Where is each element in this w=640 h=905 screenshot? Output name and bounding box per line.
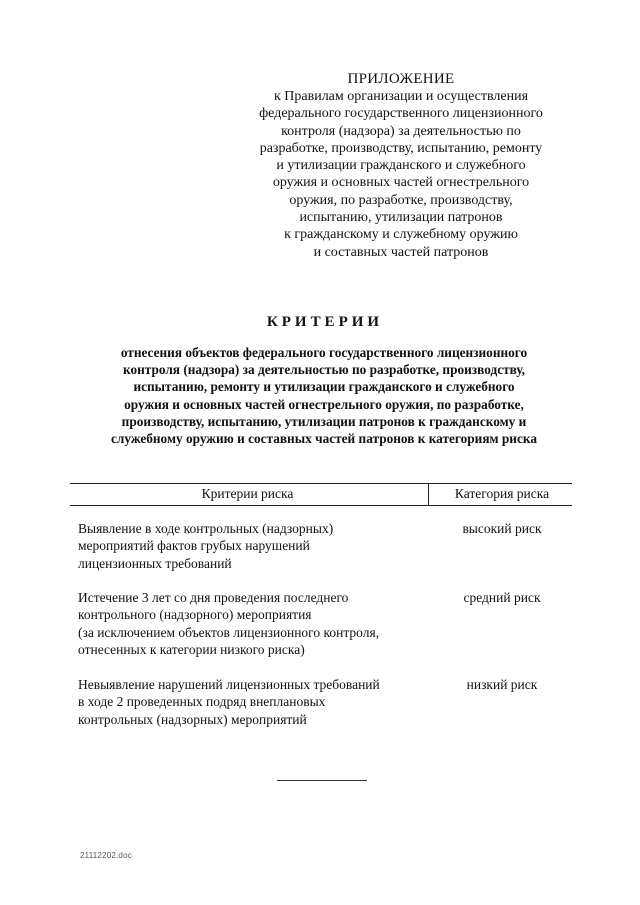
appendix-line: контроля (надзора) за деятельностью по (281, 123, 521, 139)
appendix-line: и составных частей патронов (313, 244, 489, 260)
header-divider (428, 484, 429, 505)
appendix-line: к Правилам организации и осуществления (273, 89, 529, 104)
risk-criteria-cell (78, 520, 423, 572)
appendix-line: федерального государственного лицензионного (259, 106, 543, 122)
risk-criteria-cell (78, 676, 423, 728)
subtitle-line: контроля (надзора) за деятельностью по разработке, производству, (122, 362, 525, 378)
risk-category-cell: низкий риск (466, 677, 538, 692)
file-code: 21112202.doc (80, 851, 132, 860)
subtitle-line: оружия и основных частей огнестрельного оружия, по разработке, (124, 396, 524, 412)
appendix-line: и утилизации гражданского и служебного (276, 158, 526, 174)
risk-table (70, 483, 572, 727)
end-of-document-line (277, 780, 367, 781)
criteria-title: КРИТЕРИИ (266, 314, 384, 330)
appendix-line: разработке, производству, испытанию, ремонту (259, 140, 543, 156)
appendix-line: к гражданскому и служебному оружию (284, 227, 518, 243)
criteria-line: отнесенных к категории низкого риска) (78, 642, 305, 658)
criteria-line: контрольного (надзорного) мероприятия (78, 607, 312, 623)
criteria-line: Истечение 3 лет со дня проведения последнего (78, 590, 349, 605)
appendix-line: оружия, по разработке, производству, (289, 192, 513, 208)
risk-criteria-cell (78, 589, 423, 659)
appendix-heading: ПРИЛОЖЕНИЕ (347, 71, 455, 87)
subtitle-line: служебному оружию и составных частей патронов к категориям риска (111, 431, 537, 447)
subtitle-line: испытанию, ремонту и утилизации гражданского и служебного (133, 379, 515, 395)
table-header (70, 483, 572, 506)
appendix-line: испытанию, утилизации патронов (299, 210, 503, 226)
risk-category-cell: высокий риск (462, 521, 542, 536)
subtitle-line: отнесения объектов федерального государственного лицензионного (120, 345, 528, 360)
criteria-line: контрольных (надзорных) мероприятий (78, 711, 307, 727)
criteria-line: (за исключением объектов лицензионного контроля, (78, 624, 380, 640)
criteria-line: в ходе 2 проведенных подряд внеплановых (78, 694, 326, 710)
risk-category-cell: средний риск (463, 590, 541, 605)
subtitle-line: производству, испытанию, утилизации патронов к гражданскому и (121, 413, 527, 429)
criteria-line: мероприятий фактов грубых нарушений (78, 538, 310, 554)
appendix-line: оружия и основных частей огнестрельного (272, 175, 530, 191)
header-risk-category: Категория риска (454, 486, 550, 501)
header-risk-criteria: Критерии риска (201, 486, 294, 501)
criteria-line: Невыявление нарушений лицензионных требований (78, 677, 380, 692)
criteria-subtitle (78, 344, 570, 447)
appendix-header (236, 70, 566, 261)
criteria-line: Выявление в ходе контрольных (надзорных) (78, 521, 334, 536)
criteria-line: лицензионных требований (78, 555, 232, 571)
